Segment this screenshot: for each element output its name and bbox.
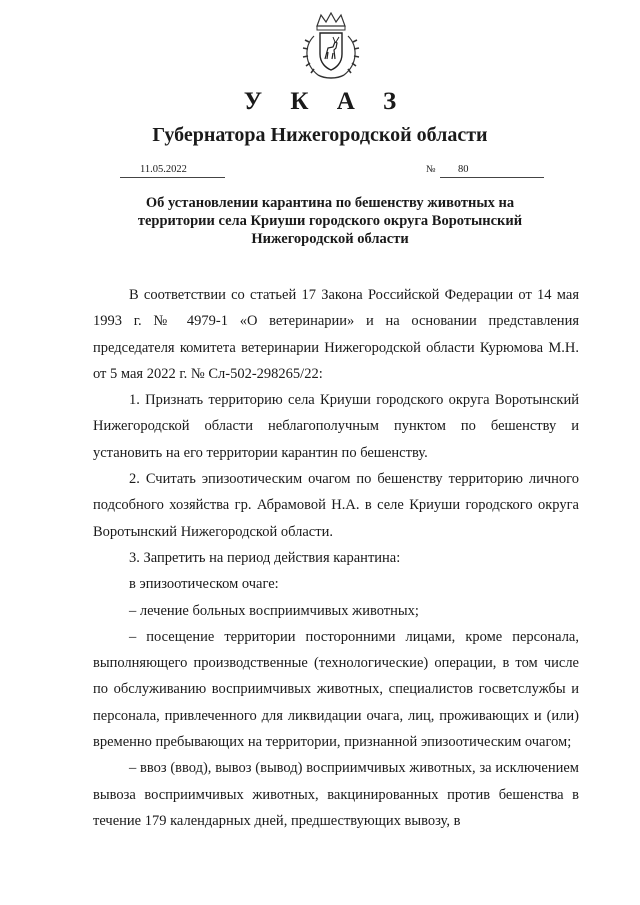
subject-line: территории села Криуши городского округа Воротынский [137, 213, 523, 229]
body-paragraph: 3. Запретить на период действия карантина: [129, 549, 401, 566]
coat-of-arms-icon [300, 12, 362, 82]
body-paragraph: В соответствии со статьей 17 Закона Российской Федерации от 14 мая 1993 г. № 4979-1 «О ветеринарии» и на основании представления председателя комитета ветеринарии Нижегородской области Курюмова М.Н. от 5 мая 2022 г. № Сл-502-298265/22: [93, 287, 579, 382]
document-type-title: У К А З [243, 88, 408, 115]
body-paragraph: – ввоз (ввод), вывоз (вывод) восприимчивых животных, за исключением вывоза восприимчивых животных, вакцинированных против бешенства в течение 179 календарных дней, предшествующих вывозу, в [93, 760, 579, 829]
number-sign: № [426, 164, 436, 175]
body-paragraph: – лечение больных восприимчивых животных; [129, 602, 419, 619]
body-paragraph: в эпизоотическом очаге: [129, 576, 279, 593]
body-paragraph: 1. Признать территорию села Криуши городского округа Воротынский Нижегородской области неблагополучным пунктом по бешенству и установить на его территории карантин по бешенству. [93, 392, 579, 461]
subject-line: Нижегородской области [251, 231, 409, 247]
decree-date-field [120, 163, 225, 178]
issuer-title: Губернатора Нижегородской области [152, 124, 488, 146]
body-paragraph: 2. Считать эпизоотическим очагом по бешенству территорию личного подсобного хозяйства гр. Абрамовой Н.А. в селе Криуши городского округа Воротынский Нижегородской области. [93, 471, 579, 540]
decree-date: 11.05.2022 [140, 164, 187, 175]
decree-number-field [440, 163, 544, 178]
subject-line: Об установлении карантина по бешенству животных на [145, 195, 515, 211]
decree-body [93, 282, 579, 834]
body-paragraph: – посещение территории посторонними лицами, кроме персонала, выполняющего производственные (технологические) операции, в том числе по обслуживанию восприимчивых животных, специалистов госветслужбы и персонала, привлеченного для ликвидации очага, лиц, проживающих и (или) временно пребывающих на территории, признанной эпизоотическим очагом; [93, 628, 579, 751]
decree-number: 80 [458, 164, 469, 175]
decree-subject [130, 194, 530, 248]
